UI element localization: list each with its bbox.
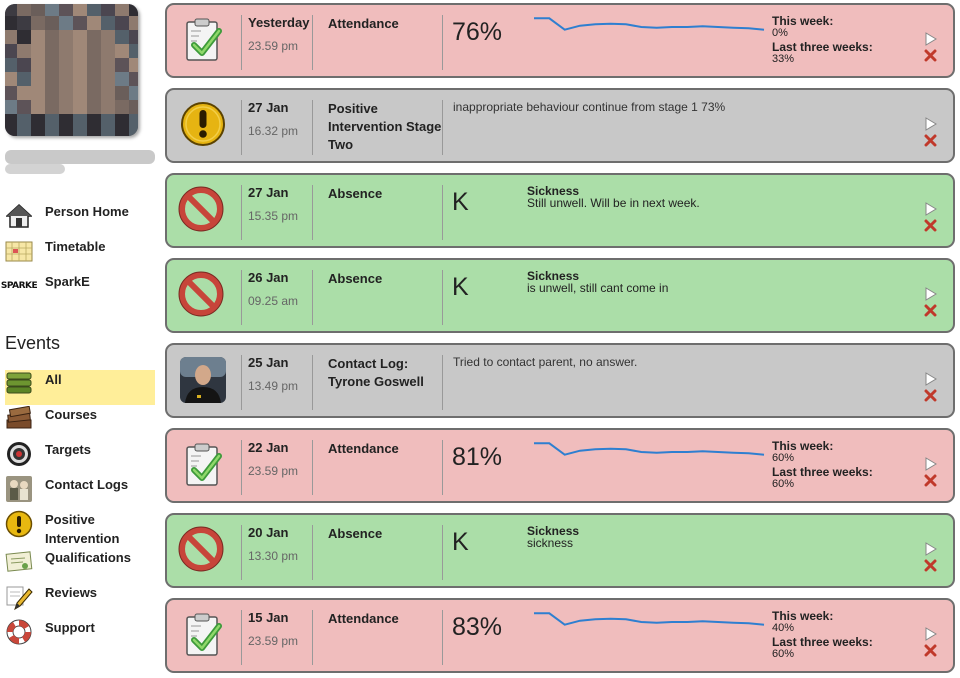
divider — [442, 610, 443, 665]
event-type: Positive Intervention Stage Two — [328, 101, 442, 152]
target-icon — [5, 440, 33, 468]
absence-code: K — [452, 273, 469, 301]
event-type: Absence — [328, 526, 383, 541]
house-icon — [5, 202, 33, 230]
event-datetime — [241, 15, 313, 70]
filter-qualifications[interactable] — [5, 548, 155, 576]
divider — [442, 185, 443, 240]
sidebar — [0, 0, 160, 678]
event-date: Yesterday — [248, 15, 310, 30]
event-card[interactable] — [165, 598, 955, 673]
expand-arrow-icon[interactable] — [925, 202, 937, 216]
calendar-icon — [5, 237, 33, 265]
exclamation-icon — [5, 510, 33, 538]
delete-x-icon[interactable] — [924, 134, 937, 147]
certificate-icon — [5, 548, 33, 576]
event-card[interactable] — [165, 173, 955, 248]
event-datetime — [241, 355, 313, 410]
divider — [442, 15, 443, 70]
event-date: 15 Jan — [248, 610, 289, 625]
filter-positive-intervention[interactable] — [5, 510, 155, 548]
event-type: Absence — [328, 186, 383, 201]
delete-x-icon[interactable] — [924, 559, 937, 572]
nav-sparke[interactable] — [0, 272, 155, 300]
event-type: Absence — [328, 271, 383, 286]
event-time: 23.59 pm — [248, 464, 299, 478]
filter-label: Qualifications — [45, 550, 131, 565]
filter-targets[interactable] — [5, 440, 155, 468]
delete-x-icon[interactable] — [924, 219, 937, 232]
expand-arrow-icon[interactable] — [925, 372, 937, 386]
this-week-value: 60% — [772, 452, 795, 464]
event-datetime — [241, 100, 313, 155]
divider — [442, 525, 443, 580]
event-time: 13.30 pm — [248, 549, 299, 563]
event-card[interactable] — [165, 3, 955, 78]
absence-description — [527, 525, 887, 549]
lifebuoy-icon — [5, 618, 33, 646]
attendance-percent: 81% — [452, 443, 503, 471]
nav-label: SparkE — [45, 274, 90, 289]
event-datetime — [241, 440, 313, 495]
event-date: 27 Jan — [248, 185, 289, 200]
divider — [442, 440, 443, 495]
event-note: inappropriate behaviour continue from stage 1 73% — [453, 100, 726, 114]
event-datetime — [241, 185, 313, 240]
event-card[interactable] — [165, 343, 955, 418]
filter-label: Reviews — [45, 585, 98, 600]
filter-label: Courses — [45, 407, 98, 422]
filter-label: Support — [45, 620, 95, 635]
trend-line — [534, 18, 764, 29]
attendance-trend-sparkline — [532, 438, 767, 460]
clipboard-check-icon — [177, 440, 229, 492]
event-time: 13.49 pm — [248, 379, 299, 393]
absence-reason: Sickness — [527, 524, 580, 538]
absence-reason: Sickness — [527, 269, 580, 283]
event-time: 16.32 pm — [248, 124, 299, 138]
divider — [442, 355, 443, 410]
last-weeks-label: Last three weeks: — [772, 635, 873, 649]
this-week-value: 40% — [772, 622, 795, 634]
expand-arrow-icon[interactable] — [925, 542, 937, 556]
books-icon — [5, 405, 33, 433]
absence-code: K — [452, 188, 469, 216]
clipboard-check-icon — [177, 610, 229, 662]
event-card[interactable] — [165, 513, 955, 588]
event-type: Attendance — [328, 16, 399, 31]
profile-photo[interactable] — [5, 4, 138, 136]
event-datetime — [241, 610, 313, 665]
last-weeks-value: 33% — [772, 53, 795, 65]
attendance-trend-sparkline — [532, 608, 767, 630]
attendance-stats — [772, 15, 892, 65]
event-time: 09.25 am — [248, 294, 299, 308]
attendance-stats — [772, 610, 892, 660]
nav-label: Timetable — [45, 239, 106, 254]
event-time: 15.35 pm — [248, 209, 299, 223]
absence-reason: Sickness — [527, 184, 580, 198]
nav-timetable[interactable] — [5, 237, 155, 265]
exclamation-icon — [177, 100, 229, 152]
no-entry-icon — [177, 270, 229, 322]
delete-x-icon[interactable] — [924, 644, 937, 657]
nav-person-home[interactable] — [5, 202, 155, 230]
event-type: Attendance — [328, 441, 399, 456]
divider — [442, 270, 443, 325]
staff-photo-icon — [177, 355, 229, 407]
events-heading: Events — [5, 333, 61, 353]
attendance-stats — [772, 440, 892, 490]
clipboard-check-icon — [177, 15, 229, 67]
filter-all[interactable] — [5, 370, 155, 405]
expand-arrow-icon[interactable] — [925, 117, 937, 131]
filter-courses[interactable] — [5, 405, 155, 433]
event-note: Tried to contact parent, no answer. — [453, 355, 638, 369]
nav-label: Person Home — [45, 204, 129, 219]
attendance-percent: 83% — [452, 613, 503, 641]
event-date: 20 Jan — [248, 525, 289, 540]
event-time: 23.59 pm — [248, 634, 299, 648]
filter-contact-logs[interactable] — [5, 475, 155, 503]
absence-code: K — [452, 528, 469, 556]
trend-line — [534, 443, 764, 454]
delete-x-icon[interactable] — [924, 304, 937, 317]
filter-label: Contact Logs — [45, 477, 129, 492]
absence-detail: is unwell, still cant come in — [527, 281, 669, 295]
last-weeks-label: Last three weeks: — [772, 465, 873, 479]
event-card[interactable] — [165, 428, 955, 503]
event-date: 25 Jan — [248, 355, 289, 370]
attendance-trend-sparkline — [532, 13, 767, 35]
absence-detail: Still unwell. Will be in next week. — [527, 196, 700, 210]
filter-label: Targets — [45, 442, 91, 457]
event-time: 23.59 pm — [248, 39, 299, 53]
filter-support[interactable] — [5, 618, 155, 646]
absence-detail: sickness — [527, 536, 574, 550]
expand-arrow-icon[interactable] — [925, 32, 937, 46]
this-week-label: This week: — [772, 609, 834, 623]
expand-arrow-icon[interactable] — [925, 627, 937, 641]
last-weeks-value: 60% — [772, 648, 795, 660]
event-datetime — [241, 525, 313, 580]
event-date: 22 Jan — [248, 440, 289, 455]
event-date: 26 Jan — [248, 270, 289, 285]
this-week-label: This week: — [772, 439, 834, 453]
absence-description — [527, 185, 887, 209]
event-type: Contact Log: Tyrone Goswell — [328, 356, 424, 389]
last-weeks-label: Last three weeks: — [772, 40, 873, 54]
student-name-blurred — [5, 146, 155, 178]
expand-arrow-icon[interactable] — [925, 287, 937, 301]
expand-arrow-icon[interactable] — [925, 457, 937, 471]
event-datetime — [241, 270, 313, 325]
event-date: 27 Jan — [248, 100, 289, 115]
delete-x-icon[interactable] — [924, 389, 937, 402]
pencil-icon — [5, 583, 33, 611]
no-entry-icon — [177, 525, 229, 577]
filter-label: All — [45, 372, 62, 387]
absence-description — [527, 270, 887, 294]
no-entry-icon — [177, 185, 229, 237]
delete-x-icon[interactable] — [924, 49, 937, 62]
sparke-logo-icon — [0, 272, 38, 300]
people-icon — [5, 475, 33, 503]
filter-label: Positive Intervention — [45, 512, 120, 546]
event-card[interactable] — [165, 258, 955, 333]
sparke-logo-text: SPARKE — [0, 281, 38, 291]
delete-x-icon[interactable] — [924, 474, 937, 487]
last-weeks-value: 60% — [772, 478, 795, 490]
trend-line — [534, 613, 764, 624]
this-week-label: This week: — [772, 14, 834, 28]
attendance-percent: 76% — [452, 18, 503, 46]
event-card[interactable] — [165, 88, 955, 163]
event-type: Attendance — [328, 611, 399, 626]
stack-icon — [5, 370, 33, 398]
this-week-value: 0% — [772, 27, 788, 39]
divider — [442, 100, 443, 155]
filter-reviews[interactable] — [5, 583, 155, 611]
